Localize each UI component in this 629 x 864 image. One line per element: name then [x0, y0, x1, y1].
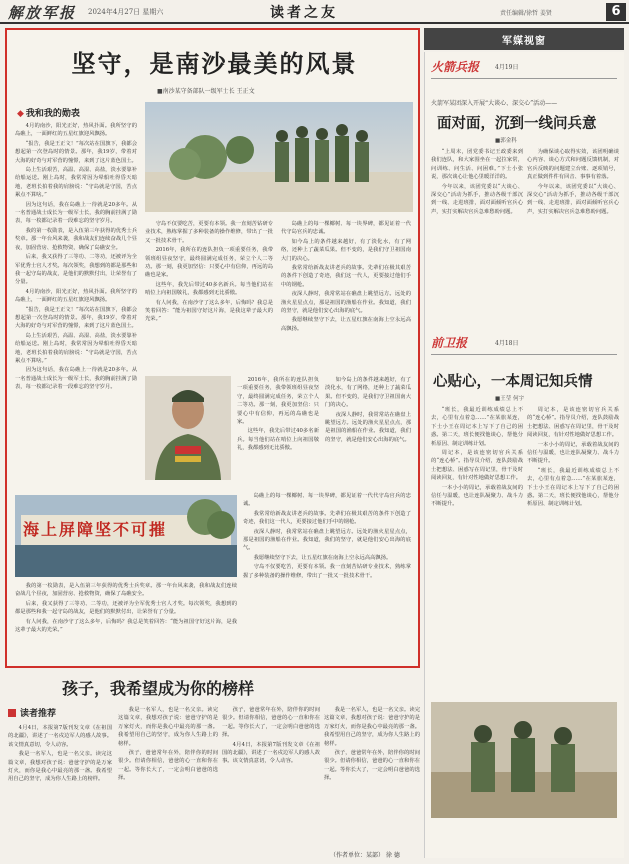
item1-title[interactable]: 面对面，沉到一线问兵意 — [437, 115, 597, 132]
paragraph: 孩子，爸爸常年在外，陪伴你的时间很少。但请你相信，爸爸的心一直和你在一起。等你长大了，一定会明白爸爸的选择。 — [222, 707, 320, 739]
rocket-force-logo: 火箭兵报 — [431, 60, 480, 74]
item2-author: ■王莹 何宇 — [495, 396, 524, 402]
paragraph: 2016年，我所在的连队担负一项重要任务，我带领班组昼夜坚守，最终圆满完成任务，荣立个人二等功。那一刻，我更加坚信：只要心中有信仰，再远的岛礁也是家。 — [145, 247, 273, 279]
bottom-column-4 — [324, 706, 420, 848]
paragraph: 我的第一枚勋表，是入伍第三年获得的优秀士兵奖章。那一年台风来袭，我和战友们连续奋战几个昼夜，加固营房、抢救物资，确保了岛礁安全。 — [15, 227, 137, 251]
paragraph: 孩子，爸爸常年在外，陪伴你的时间很少。但请你相信，爸爸的心一直和你在一起。等你长大了，一定会明白爸爸的选择。 — [324, 750, 420, 782]
article-column-4 — [237, 376, 319, 486]
paragraph: 我的第一枚勋表，是入伍第三年获得的优秀士兵奖章。那一年台风来袭，我和战友们连续奋战几个昼夜，加固营房、抢救物资，确保了岛礁安全。 — [15, 583, 237, 598]
paragraph: 后来，我又获得了三等功、二等功，还被评为全军优秀士官人才奖。每次领奖，我想到的都是那些和我一起守岛的战友，是他们的默默付出，让荣誉有了分量。 — [15, 600, 237, 616]
divider — [431, 354, 617, 355]
page-number: 6 — [606, 3, 626, 21]
paragraph: 有人问我，在南沙守了这么多年，后悔吗？我总是笑着回答：“能为祖国守好这片海，是我这辈子最大的光荣。” — [145, 299, 273, 323]
article-column-2 — [145, 220, 273, 370]
divider — [431, 78, 617, 79]
paragraph: 我是一名军人，也是一名父亲。读完这篇文章，我想对孩子说：爸爸守护的是万家灯火，而你是我心中最亮的那一盏。我希望用自己的坚守，成为你人生路上的榜样。 — [118, 707, 218, 747]
article-column-7 — [243, 492, 411, 662]
bottom-column-3 — [222, 706, 320, 860]
paragraph: 我常常给新战友讲老兵的故事。先辈们在极其艰苦的条件下创造了奇迹，我们这一代人，更要接过他们手中的钢枪。 — [281, 265, 411, 288]
paragraph: 守岛不仅要吃苦，更要有本领。我一直刻苦钻研专业技术，熟练掌握了多种装备的操作维修，带出了一批又一批技术骨干。 — [145, 221, 273, 244]
paragraph: 为确保谈心取得实效，该团明确谈心内容、谈心方式和问题反馈机制，对官兵反映的问题建立台账、逐项销号，真正做到件件有回音、事事有着落。 — [527, 149, 619, 181]
paragraph: 岛上生活艰苦，高温、高湿、高盐，淡水要靠补给船运送。刚上岛时，我常常因为晕船吐得昏天暗地，老班长拍着我的肩膀说：“守岛就是守国，苦点累点不算啥。” — [15, 167, 137, 199]
article-subhead: ◆ 我和我的勋表 — [17, 106, 80, 119]
paragraph: 这些年，我先后带过40多名新兵。每当他们站在哨位上向祖国敬礼，我都感到无比骄傲。 — [237, 428, 319, 452]
military-media-column — [424, 52, 624, 858]
paragraph: “报告，我是王正文！”每次站在国旗下，我都会想起第一次登岛时的情景。那年，我19岁，带着对大海的好奇与对军营的憧憬，来到了这片蓝色国土。 — [15, 140, 137, 164]
article-byline: ■南沙某守备部队一级军士长 王正文 — [157, 88, 255, 95]
paragraph: 守岛不仅要吃苦，更要有本领。我一直刻苦钻研专业技术，熟练掌握了多种装备的操作维修，带出了一批又一批技术骨干。 — [243, 564, 411, 579]
paragraph: 4月的南沙，阳光正好，热风扑面。我所坚守的岛礁上，一面鲜红的五星红旗迎风飘扬。 — [15, 288, 137, 304]
paragraph: 一本小小的周记，承载着战友间的信任与温暖，也让连队凝聚力、战斗力不断提升。 — [431, 484, 523, 508]
article-column-6 — [15, 582, 237, 662]
item2-date: 4月18日 — [495, 340, 519, 347]
masthead: 解放军报 — [8, 4, 77, 22]
right-column-heading-label: 军媒视窗 — [502, 36, 546, 47]
item2-title[interactable]: 心贴心，一本周记知兵情 — [433, 373, 593, 390]
paragraph: “班长，我最近训练成绩总上不去，心里有点着急……”在某旅某连，下士小王在周记本上写下了自己的困惑。第二天，班长便找他谈心，帮他分析原因、制定训练计划。 — [431, 407, 523, 447]
square-icon — [8, 709, 16, 717]
paragraph: 我是一名军人，也是一名父亲。读完这篇文章，我想对孩子说：爸爸守护的是万家灯火，而你是我心中最亮的那一盏。我希望用自己的坚守，成为你人生路上的榜样。 — [8, 751, 112, 783]
paragraph: 孩子，爸爸常年在外，陪伴你的时间很少。但请你相信，爸爸的心一直和你在一起。等你长大了，一定会明白爸爸的选择。 — [118, 750, 218, 782]
paragraph: 因为这句话，我在岛礁上一待就是20多年。从一名普通战士成长为一级军士长，我的胸前挂满了勋表，每一枚都记录着一段难忘的坚守岁月。 — [15, 367, 137, 391]
editors-credit: 责任编辑/徐哲 姜贤 — [500, 10, 552, 17]
paragraph: 4月的南沙，阳光正好，热风扑面。我所坚守的岛礁上，一面鲜红的五星红旗迎风飘扬。 — [15, 123, 137, 138]
banner-slogan: 海上屏障坚不可摧 — [23, 520, 168, 539]
paragraph: 4月4日，本报第7版刊发文章《在祖国的北疆》，讲述了一名戍边军人的感人故事。该文情真意切，令人动容。 — [222, 741, 320, 765]
paragraph: 因为这句话，我在岛礁上一待就是20多年。从一名普通战士成长为一级军士长，我的胸前挂满了勋表，每一枚都记录着一段难忘的坚守岁月。 — [15, 201, 137, 225]
paragraph: “班长，我最近训练成绩总上不去，心里有点着急……”在某旅某连，下士小王在周记本上写下了自己的困惑。第二天，班长便找他谈心，帮他分析原因、制定训练计划。 — [527, 467, 619, 508]
item2-column-2 — [527, 406, 619, 696]
paragraph: 如今岛上的条件越来越好，有了淡化水，有了网络，还种上了蔬菜瓜果。但不变的，是我们守卫祖国南大门的决心。 — [281, 238, 411, 262]
bottom-signature: （作者单位：某部） 徐 德 — [330, 852, 400, 859]
paragraph: 这些年，我先后带过40多名新兵。每当他们站在哨位上向祖国敬礼，我都感到无比骄傲。 — [145, 281, 273, 297]
item1-column-2 — [527, 148, 619, 332]
training-photo — [431, 702, 617, 818]
item1-date: 4月19日 — [495, 64, 519, 71]
reader-recommend-label: 读者推荐 — [20, 709, 57, 719]
item1-author: ■郭金科 — [495, 138, 517, 144]
paragraph: 岛上生活艰苦，高温、高湿、高盐，淡水要靠补给船运送。刚上岛时，我常常因为晕船吐得昏天暗地，老班长拍着我的肩膀说：“守岛就是守国，苦点累点不算啥。” — [15, 332, 137, 364]
paragraph: 我常常给新战友讲老兵的故事。先辈们在极其艰苦的条件下创造了奇迹，我们这一代人，更要接过他们手中的钢枪。 — [243, 510, 411, 526]
paragraph: 4月4日，本报第7版刊发文章《在祖国的北疆》，讲述了一名戍边军人的感人故事。该文情真意切，令人动容。 — [8, 725, 112, 748]
bottom-column-2 — [118, 706, 218, 860]
item1-kicker: 火箭军某团深入开展“大谈心、深交心”活动—— — [431, 100, 558, 107]
bottom-article-title[interactable]: 孩子，我希望成为你的榜样 — [62, 679, 255, 698]
paragraph: 今年以来，该团党委以“大谈心、深交心”活动为抓手，推动各级干部沉到一线、走进班排，面对面倾听官兵心声，实打实解决官兵急难愁盼问题。 — [527, 183, 619, 215]
paragraph: 我愿继续坚守下去，让五星红旗在南海上空永远高高飘扬。 — [281, 317, 411, 332]
page-header — [0, 0, 629, 24]
paragraph: 夜深人静时，我常常站在礁盘上眺望远方。远处的渔火星星点点，那是祖国的渔船在作业。我知道，我们的坚守，就是他们安心出海的底气。 — [325, 411, 411, 443]
right-column-heading — [424, 28, 624, 50]
portrait-photo — [145, 376, 231, 480]
paragraph: 岛礁上的每一棵椰树、每一块界碑，都见证着一代代守岛官兵的忠诚。 — [281, 221, 411, 236]
paragraph: 有人问我，在南沙守了这么多年，后悔吗？我总是笑着回答：“能为祖国守好这片海，是我这辈子最大的光荣。” — [15, 618, 237, 634]
article-column-3 — [281, 220, 411, 370]
paragraph: “报告，我是王正文！”每次站在国旗下，我都会想起第一次登岛时的情景。那年，我19岁，带着对大海的好奇与对军营的憧憬，来到了这片蓝色国土。 — [15, 306, 137, 330]
item1-column-1 — [431, 148, 523, 332]
paragraph: 一本小小的周记，承载着战友间的信任与温暖，也让连队凝聚力、战斗力不断提升。 — [527, 441, 619, 465]
paragraph: “上周末，团党委书记王政委来到我们连队，和大家围坐在一起拉家常，问训练、问生活、问困难。”下士小张说，那次谈心让他心里暖洋洋的。 — [431, 149, 523, 181]
paragraph: 夜深人静时，我常常站在礁盘上眺望远方。远处的渔火星星点点，那是祖国的渔船在作业。我知道，我们的坚守，就是他们安心出海的底气。 — [281, 291, 411, 315]
item2-column-1 — [431, 406, 523, 696]
paragraph: 我是一名军人，也是一名父亲。读完这篇文章，我想对孩子说：爸爸守护的是万家灯火，而你是我心中最亮的那一盏。我希望用自己的坚守，成为你人生路上的榜样。 — [324, 707, 420, 747]
section-title: 读者之友 — [270, 5, 338, 21]
bottom-column-1 — [8, 724, 112, 860]
reader-recommend-tag — [8, 706, 88, 720]
vanguard-logo: 前卫报 — [431, 336, 468, 350]
issue-date: 2024年4月27日 星期六 — [88, 8, 164, 16]
paragraph: 周记本，是该连密切官兵关系的“连心桥”。指导员介绍，连队鼓励战士把想法、困惑写在周记里，骨干及时阅读回复，有针对性地做好思想工作。 — [527, 407, 619, 439]
article-column-1 — [15, 122, 137, 658]
paragraph: 周记本，是该连密切官兵关系的“连心桥”。指导员介绍，连队鼓励战士把想法、困惑写在周记里，骨干及时阅读回复，有针对性地做好思想工作。 — [431, 450, 523, 482]
article-title: 坚守，是南沙最美的风景 — [71, 49, 358, 78]
featured-article[interactable] — [5, 28, 420, 668]
paragraph: 今年以来，该团党委以“大谈心、深交心”活动为抓手，推动各级干部沉到一线、走进班排，面对面倾听官兵心声，实打实解决官兵急难愁盼问题。 — [431, 183, 523, 215]
soldiers-photo — [145, 102, 413, 212]
article-column-5 — [325, 376, 411, 486]
paragraph: 后来，我又获得了三等功、二等功，还被评为全军优秀士官人才奖。每次领奖，我想到的都是那些和我一起守岛的战友，是他们的默默付出，让荣誉有了分量。 — [15, 254, 137, 286]
paragraph: 我愿继续坚守下去，让五星红旗在南海上空永远高高飘扬。 — [253, 554, 392, 561]
paragraph: 2016年，我所在的连队担负一项重要任务，我带领班组昼夜坚守，最终圆满完成任务，荣立个人二等功。那一刻，我更加坚信：只要心中有信仰，再远的岛礁也是家。 — [237, 377, 319, 426]
paragraph: 夜深人静时，我常常站在礁盘上眺望远方。远处的渔火星星点点，那是祖国的渔船在作业。我知道，我们的坚守，就是他们安心出海的底气。 — [243, 528, 411, 552]
paragraph: 岛礁上的每一棵椰树、每一块界碑，都见证着一代代守岛官兵的忠诚。 — [243, 493, 411, 508]
paragraph: 如今岛上的条件越来越好，有了淡化水，有了网络，还种上了蔬菜瓜果。但不变的，是我们守卫祖国南大门的决心。 — [325, 377, 411, 409]
